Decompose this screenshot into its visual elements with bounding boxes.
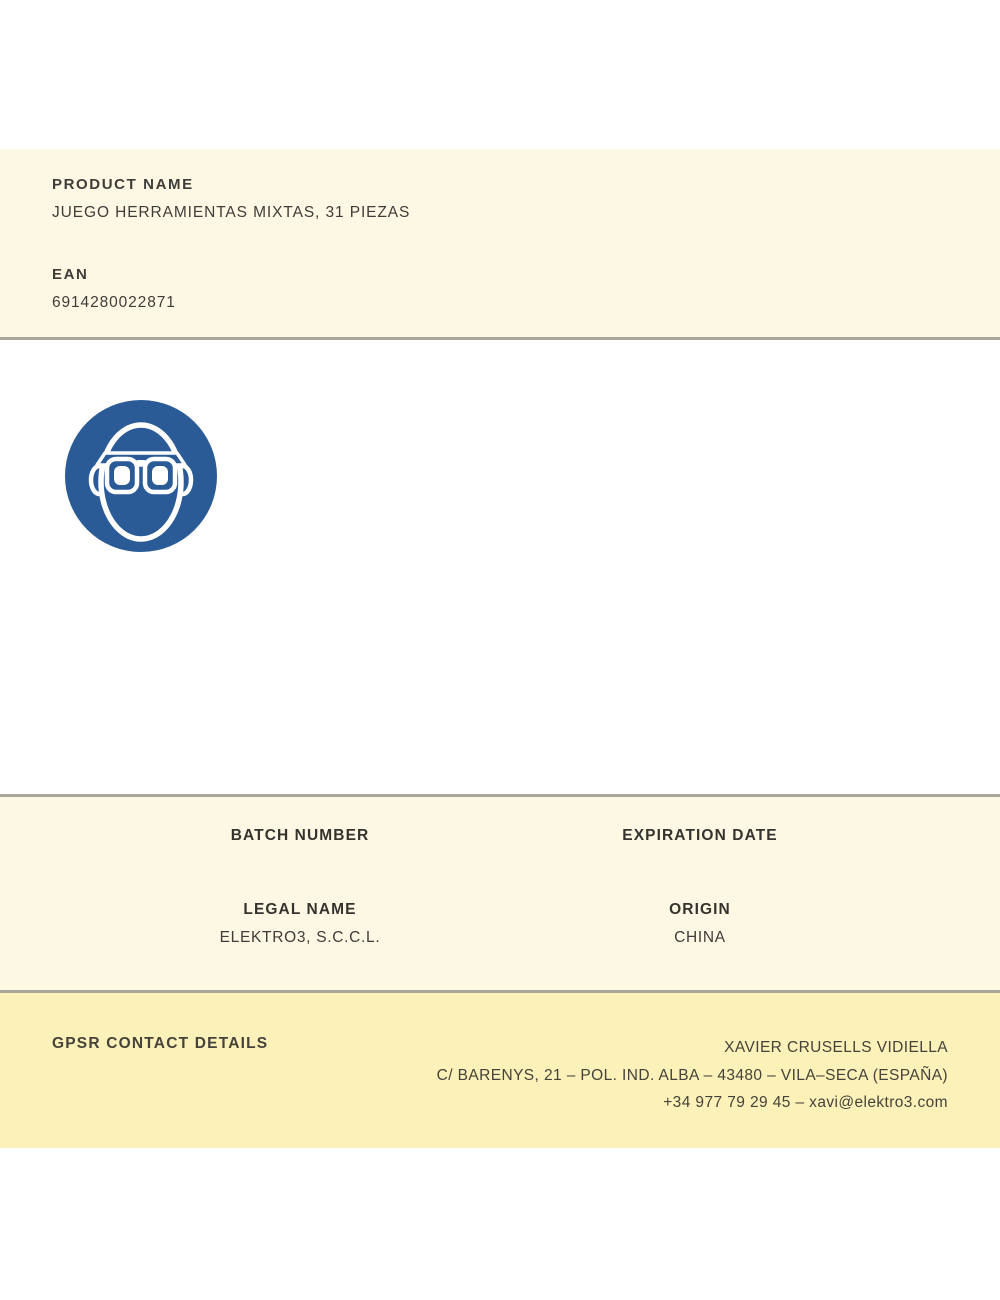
legal-name-value: ELEKTRO3, S.C.C.L. [219,929,381,946]
legal-name-label: LEGAL NAME [243,901,357,918]
batch-number-field [100,827,500,845]
product-info-section [0,149,1000,340]
expiration-date-field [500,827,900,845]
product-name-value: JUEGO HERRAMIENTAS MIXTAS, 31 PIEZAS [52,204,411,221]
details-section [0,794,1000,993]
gpsr-contact-block [437,1034,948,1117]
details-row-batch-expiration [100,827,900,845]
gpsr-contact-name: XAVIER CRUSELLS VIDIELLA [724,1039,948,1056]
expiration-date-label: EXPIRATION DATE [622,827,778,844]
ean-label: EAN [52,266,89,283]
wear-eye-protection-icon [65,400,217,552]
origin-label: ORIGIN [669,901,731,918]
legal-name-field [100,901,500,947]
ean-field [52,266,948,312]
origin-field [500,901,900,947]
gpsr-contact-section [0,993,1000,1148]
ean-value: 6914280022871 [52,294,176,311]
origin-value: CHINA [674,929,726,946]
gpsr-contact-phone-email: +34 977 79 29 45 – xavi@elektro3.com [663,1094,948,1111]
batch-number-label: BATCH NUMBER [230,827,370,844]
gpsr-contact-heading: GPSR CONTACT DETAILS [52,1035,269,1052]
details-grid [100,827,900,947]
product-name-field [52,176,948,222]
product-name-label: PRODUCT NAME [52,176,194,193]
gpsr-contact-address: C/ BARENYS, 21 – POL. IND. ALBA – 43480 – VILA–SECA (ESPAÑA) [436,1066,948,1084]
details-row-legal-origin [100,901,900,947]
